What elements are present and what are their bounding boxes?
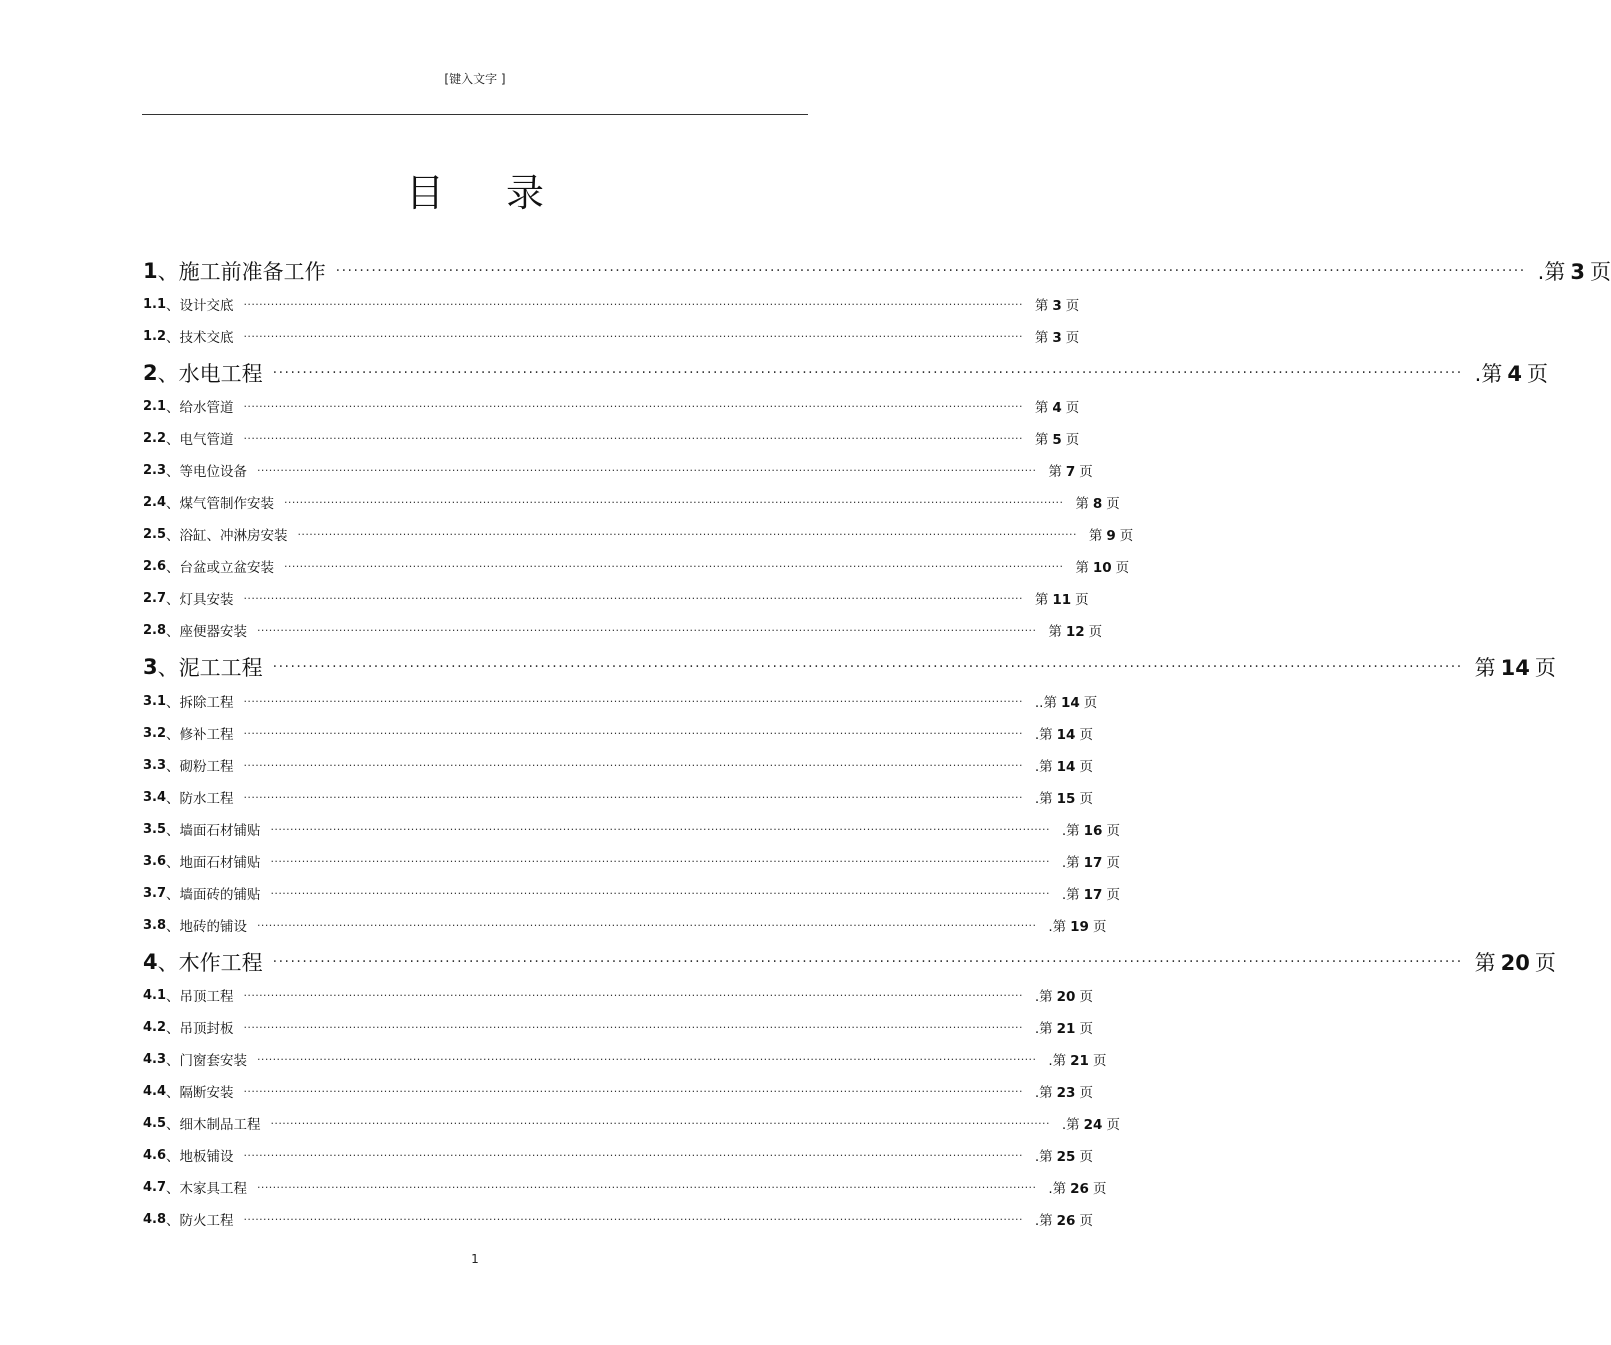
toc-entry-number: 3 — [143, 655, 158, 679]
toc-dot-leader: ········································································································································································································ — [243, 758, 1023, 772]
toc-entry-title: 木作工程 — [178, 951, 263, 975]
toc-dot-leader: ········································································································································································································ — [243, 1020, 1023, 1034]
toc-page-suffix: 页 — [1106, 496, 1120, 512]
toc-page-prefix: .第 — [1034, 759, 1053, 775]
toc-subsection-row[interactable] — [143, 751, 1093, 779]
toc-page-suffix: 页 — [1075, 592, 1089, 608]
toc-entry-number: 4.2 — [143, 1019, 167, 1035]
toc-entry-title: 施工前准备工作 — [178, 260, 326, 284]
toc-entry-number: 3.7 — [143, 885, 167, 901]
toc-page-suffix: 页 — [1079, 989, 1093, 1005]
toc-subsection-row[interactable] — [143, 552, 1130, 580]
toc-entry-title: 技术交底 — [179, 330, 234, 346]
toc-page-prefix: 第 — [1048, 464, 1062, 480]
toc-entry-number: 4.5 — [143, 1115, 167, 1131]
toc-page-reference — [1075, 492, 1119, 512]
toc-page-prefix: 第 — [1034, 298, 1049, 314]
toc-page-suffix: 页 — [1115, 560, 1130, 576]
toc-entry-number: 4.3 — [143, 1051, 167, 1067]
toc-page-reference — [1035, 787, 1093, 807]
toc-entry-title: 煤气管制作安装 — [179, 496, 275, 512]
toc-dot-leader: ········································································································································································································ — [243, 329, 1023, 343]
toc-entry-title: 泥工工程 — [178, 656, 263, 680]
toc-page-number: 14 — [1500, 656, 1530, 680]
toc-entry-number: 4.6 — [143, 1147, 167, 1163]
toc-entry-separator: 、 — [166, 695, 180, 711]
toc-entry-title: 给水管道 — [179, 400, 234, 416]
toc-page-prefix: .第 — [1474, 362, 1503, 386]
toc-entry-number: 4.1 — [143, 987, 167, 1003]
toc-dot-leader: ········································································································································································································ — [284, 495, 1064, 509]
page-header-text: [键入文字 ] — [444, 72, 506, 86]
toc-page-number: 4 — [1052, 400, 1062, 416]
toc-page-reference — [1035, 326, 1079, 346]
toc-page-prefix: .第 — [1034, 1213, 1053, 1229]
toc-dot-leader: ········································································································································································································ — [243, 591, 1023, 605]
toc-page-suffix: 页 — [1092, 1053, 1107, 1069]
toc-entry-number: 3.6 — [143, 853, 167, 869]
toc-entry-number: 2.1 — [143, 398, 167, 414]
toc-section-row[interactable] — [143, 945, 1556, 979]
toc-entry-title: 墙面石材铺贴 — [179, 823, 261, 839]
toc-entry-title: 防水工程 — [179, 791, 234, 807]
toc-entry-title: 修补工程 — [179, 727, 234, 743]
toc-entry-number: 4.4 — [143, 1083, 167, 1099]
toc-subsection-row[interactable] — [143, 1205, 1093, 1233]
toc-page-number: 14 — [1060, 695, 1080, 711]
toc-page-prefix: .第 — [1061, 855, 1080, 871]
toc-entry-separator: 、 — [166, 528, 180, 544]
toc-dot-leader: ········································································································································································································ — [243, 1148, 1023, 1162]
toc-page-prefix: .第 — [1048, 1053, 1067, 1069]
toc-page-prefix: .第 — [1048, 919, 1067, 935]
toc-dot-leader: ········································································································································································································ — [243, 1084, 1023, 1098]
toc-entry-title: 灯具安装 — [179, 592, 234, 608]
toc-subsection-row[interactable] — [143, 687, 1098, 715]
toc-dot-leader: ········································································································································································································ — [243, 988, 1023, 1002]
toc-page-number: 10 — [1092, 560, 1112, 576]
toc-entry-separator: 、 — [166, 330, 180, 346]
toc-page-number: 3 — [1570, 260, 1585, 284]
toc-entry-separator: 、 — [166, 1021, 180, 1037]
toc-dot-leader: ········································································································································································································ — [257, 918, 1037, 932]
toc-page-prefix: 第 — [1075, 560, 1089, 576]
toc-page-reference — [1035, 588, 1089, 608]
toc-entry-separator: 、 — [166, 887, 180, 903]
toc-page-number: 20 — [1500, 951, 1530, 975]
toc-page-suffix: 页 — [1079, 727, 1093, 743]
toc-page-suffix: 页 — [1065, 330, 1080, 346]
toc-page-number: 11 — [1052, 592, 1072, 608]
toc-page-suffix: 页 — [1079, 1021, 1093, 1037]
toc-page-prefix: .第 — [1034, 727, 1053, 743]
toc-entry-separator: 、 — [166, 759, 180, 775]
toc-dot-leader: ········································································································································································································ — [297, 527, 1077, 541]
toc-page-number: 5 — [1052, 432, 1062, 448]
toc-page-reference — [1035, 1209, 1093, 1229]
toc-page-number: 3 — [1052, 330, 1062, 346]
toc-entry-number: 2.7 — [143, 590, 167, 606]
toc-page-suffix: 页 — [1106, 823, 1120, 839]
toc-page-prefix: .第 — [1034, 1021, 1053, 1037]
toc-page-suffix: 页 — [1106, 855, 1120, 871]
toc-entry-separator: 、 — [166, 855, 180, 871]
toc-entry-number: 2.4 — [143, 494, 167, 510]
toc-page-suffix: 页 — [1079, 1085, 1093, 1101]
toc-subsection-row[interactable] — [143, 584, 1089, 612]
toc-entry-separator: 、 — [166, 464, 180, 480]
toc-entry-number: 2.3 — [143, 462, 167, 478]
toc-entry-separator: 、 — [166, 432, 180, 448]
toc-dot-leader: ········································································································································································································ — [257, 1180, 1037, 1194]
toc-page-reference — [1048, 1049, 1106, 1069]
toc-page-suffix: 页 — [1526, 362, 1548, 386]
toc-dot-leader: ········································································································································································································ — [243, 297, 1023, 311]
toc-dot-leader: ········································································································································································································ — [243, 1212, 1023, 1226]
toc-entry-separator: 、 — [157, 260, 179, 284]
toc-entry-number: 3.3 — [143, 757, 167, 773]
toc-page-number: 17 — [1083, 855, 1103, 871]
toc-subsection-row[interactable] — [143, 424, 1080, 452]
toc-page-number: 3 — [1052, 298, 1062, 314]
toc-page-suffix: 页 — [1534, 656, 1556, 680]
toc-page-prefix: 第 — [1088, 528, 1103, 544]
toc-subsection-row[interactable] — [143, 981, 1093, 1009]
toc-page-number: 17 — [1083, 887, 1103, 903]
toc-page-suffix: 页 — [1065, 298, 1080, 314]
toc-page-prefix: 第 — [1034, 592, 1049, 608]
toc-page-number: 20 — [1056, 989, 1076, 1005]
toc-subsection-row[interactable] — [143, 1077, 1093, 1105]
toc-page-number: 23 — [1056, 1085, 1076, 1101]
toc-entry-title: 座便器安装 — [179, 624, 248, 640]
toc-entry-number: 2.6 — [143, 558, 167, 574]
toc-page-prefix: 第 — [1034, 432, 1049, 448]
toc-page-prefix: 第 — [1474, 656, 1496, 680]
toc-dot-leader: ········································································································································································································ — [243, 694, 1023, 708]
toc-entry-title: 水电工程 — [178, 362, 263, 386]
toc-subsection-row[interactable] — [143, 1173, 1107, 1201]
toc-subsection-row[interactable] — [143, 783, 1093, 811]
toc-page-reference — [1062, 1113, 1120, 1133]
toc-page-reference — [1035, 396, 1079, 416]
toc-entry-number: 4.8 — [143, 1211, 167, 1227]
toc-dot-leader: ········································································································································································································ — [270, 1116, 1050, 1130]
toc-section-row[interactable] — [143, 254, 1611, 288]
toc-entry-separator: 、 — [166, 791, 180, 807]
toc-dot-leader: ········································································································································································································ — [270, 822, 1050, 836]
toc-page-reference — [1062, 819, 1120, 839]
toc-entry-title: 地面石材铺贴 — [179, 855, 261, 871]
toc-page-number: 14 — [1056, 727, 1076, 743]
toc-subsection-row[interactable] — [143, 290, 1080, 318]
toc-page-number: 4 — [1507, 362, 1522, 386]
toc-page-prefix: .第 — [1537, 260, 1566, 284]
toc-subsection-row[interactable] — [143, 392, 1080, 420]
toc-page-reference — [1035, 1081, 1093, 1101]
toc-page-prefix: 第 — [1048, 624, 1062, 640]
toc-dot-leader: ········································································································································································································ — [270, 854, 1050, 868]
toc-entry-number: 3.2 — [143, 725, 167, 741]
toc-entry-number: 3.1 — [143, 693, 167, 709]
toc-page-number: 9 — [1106, 528, 1116, 544]
toc-subsection-row[interactable] — [143, 456, 1093, 484]
page-title: 目录 — [405, 171, 606, 215]
toc-page-prefix: 第 — [1075, 496, 1089, 512]
toc-page-suffix: 页 — [1092, 1181, 1107, 1197]
toc-entry-separator: 、 — [166, 496, 180, 512]
toc-page-number: 26 — [1070, 1181, 1089, 1197]
toc-entry-title: 吊顶封板 — [179, 1021, 234, 1037]
toc-subsection-row[interactable] — [143, 719, 1093, 747]
toc-page-suffix: 页 — [1079, 1149, 1093, 1165]
toc-page-number: 12 — [1065, 624, 1085, 640]
toc-page-number: 21 — [1056, 1021, 1076, 1037]
toc-dot-leader: ········································································································································································································ — [257, 463, 1037, 477]
toc-subsection-row[interactable] — [143, 520, 1134, 548]
toc-entry-title: 隔断安装 — [179, 1085, 234, 1101]
toc-entry-number: 3.5 — [143, 821, 167, 837]
toc-entry-title: 砌粉工程 — [179, 759, 234, 775]
toc-subsection-row[interactable] — [143, 911, 1107, 939]
toc-page-number: 14 — [1056, 759, 1076, 775]
toc-page-prefix: ..第 — [1034, 695, 1057, 711]
toc-page-reference — [1475, 652, 1556, 682]
toc-section-row[interactable] — [143, 356, 1548, 390]
toc-entry-title: 设计交底 — [179, 298, 234, 314]
toc-dot-leader: ········································································································································································································ — [284, 559, 1064, 573]
toc-entry-separator: 、 — [157, 951, 179, 975]
toc-dot-leader: ········································································································································································································ — [243, 399, 1023, 413]
toc-entry-title: 门窗套安装 — [179, 1053, 248, 1069]
toc-page-prefix: .第 — [1048, 1181, 1067, 1197]
toc-page-suffix: 页 — [1589, 260, 1611, 284]
toc-section-row[interactable] — [143, 650, 1556, 684]
toc-dot-leader: ········································································································································································································ — [270, 886, 1050, 900]
toc-subsection-row[interactable] — [143, 1045, 1107, 1073]
toc-page-reference — [1035, 985, 1093, 1005]
toc-page-prefix: 第 — [1034, 400, 1049, 416]
toc-page-prefix: 第 — [1034, 330, 1049, 346]
toc-entry-separator: 、 — [166, 1085, 180, 1101]
toc-entry-separator: 、 — [166, 1181, 180, 1197]
toc-entry-number: 1.1 — [143, 296, 167, 312]
toc-page-reference — [1048, 915, 1106, 935]
toc-page-suffix: 页 — [1092, 919, 1107, 935]
toc-page-number: 24 — [1083, 1117, 1103, 1133]
toc-subsection-row[interactable] — [143, 616, 1103, 644]
toc-entry-separator: 、 — [166, 919, 180, 935]
toc-page-suffix: 页 — [1088, 624, 1103, 640]
toc-page-suffix: 页 — [1065, 400, 1080, 416]
toc-page-number: 16 — [1083, 823, 1103, 839]
toc-page-reference — [1062, 851, 1120, 871]
toc-entry-number: 2.2 — [143, 430, 167, 446]
toc-entry-number: 3.4 — [143, 789, 167, 805]
toc-page-reference — [1475, 358, 1548, 388]
toc-entry-number: 3.8 — [143, 917, 167, 933]
toc-subsection-row[interactable] — [143, 488, 1120, 516]
toc-entry-separator: 、 — [166, 400, 180, 416]
toc-entry-title: 浴缸、冲淋房安装 — [179, 528, 288, 544]
toc-dot-leader: ········································································································································································································ — [243, 726, 1023, 740]
toc-page-reference — [1035, 1017, 1093, 1037]
toc-page-reference — [1035, 691, 1097, 711]
toc-entry-separator: 、 — [166, 1149, 180, 1165]
toc-page-reference — [1048, 620, 1102, 640]
toc-page-suffix: 页 — [1079, 791, 1093, 807]
toc-dot-leader: ········································································································································································································ — [335, 263, 1526, 279]
toc-entry-separator: 、 — [166, 298, 180, 314]
toc-subsection-row[interactable] — [143, 322, 1080, 350]
toc-page-number: 21 — [1070, 1053, 1089, 1069]
toc-entry-separator: 、 — [166, 1053, 180, 1069]
toc-entry-separator: 、 — [166, 1213, 180, 1229]
toc-dot-leader: ········································································································································································································ — [272, 659, 1463, 675]
toc-entry-title: 细木制品工程 — [179, 1117, 261, 1133]
toc-page-reference — [1075, 556, 1129, 576]
toc-entry-title: 台盆或立盆安装 — [179, 560, 275, 576]
toc-subsection-row[interactable] — [143, 1141, 1093, 1169]
toc-entry-title: 木家具工程 — [179, 1181, 248, 1197]
footer-page-number: 1 — [471, 1252, 479, 1266]
toc-page-reference — [1035, 1145, 1093, 1165]
toc-page-suffix: 页 — [1079, 1213, 1093, 1229]
toc-page-reference — [1035, 294, 1079, 314]
toc-page-suffix: 页 — [1106, 887, 1120, 903]
toc-page-reference — [1035, 428, 1079, 448]
toc-entry-title: 防火工程 — [179, 1213, 234, 1229]
toc-entry-number: 1 — [143, 259, 158, 283]
toc-entry-title: 地板铺设 — [179, 1149, 234, 1165]
toc-page-suffix: 页 — [1079, 464, 1093, 480]
toc-entry-separator: 、 — [157, 362, 179, 386]
toc-subsection-row[interactable] — [143, 1013, 1093, 1041]
toc-page-reference — [1035, 723, 1093, 743]
toc-page-suffix: 页 — [1119, 528, 1134, 544]
toc-page-suffix: 页 — [1065, 432, 1080, 448]
toc-entry-separator: 、 — [166, 989, 180, 1005]
toc-page-prefix: .第 — [1034, 989, 1053, 1005]
toc-entry-separator: 、 — [166, 823, 180, 839]
toc-entry-separator: 、 — [157, 656, 179, 680]
toc-entry-number: 4 — [143, 950, 158, 974]
toc-page-suffix: 页 — [1079, 759, 1093, 775]
toc-page-reference — [1048, 1177, 1106, 1197]
toc-page-suffix: 页 — [1083, 695, 1098, 711]
toc-entry-number: 1.2 — [143, 328, 167, 344]
toc-page-number: 25 — [1056, 1149, 1076, 1165]
toc-page-prefix: .第 — [1034, 1085, 1053, 1101]
toc-subsection-row[interactable] — [143, 1109, 1120, 1137]
toc-entry-title: 电气管道 — [179, 432, 234, 448]
toc-page-prefix: .第 — [1061, 887, 1080, 903]
toc-dot-leader: ········································································································································································································ — [243, 790, 1023, 804]
toc-entry-number: 2.8 — [143, 622, 167, 638]
toc-page-reference — [1035, 755, 1093, 775]
toc-page-prefix: 第 — [1474, 951, 1496, 975]
toc-subsection-row[interactable] — [143, 879, 1120, 907]
toc-page-prefix: .第 — [1034, 1149, 1053, 1165]
toc-entry-title: 等电位设备 — [179, 464, 248, 480]
toc-page-number: 26 — [1056, 1213, 1076, 1229]
toc-page-number: 7 — [1065, 464, 1076, 480]
toc-page-prefix: .第 — [1061, 823, 1080, 839]
toc-page-number: 15 — [1056, 791, 1076, 807]
toc-page-number: 8 — [1092, 496, 1103, 512]
toc-subsection-row[interactable] — [143, 815, 1120, 843]
toc-dot-leader: ········································································································································································································ — [243, 431, 1023, 445]
toc-page-prefix: .第 — [1061, 1117, 1080, 1133]
toc-page-reference — [1475, 947, 1556, 977]
toc-entry-separator: 、 — [166, 560, 180, 576]
toc-entry-separator: 、 — [166, 624, 180, 640]
toc-page-number: 19 — [1070, 919, 1089, 935]
toc-dot-leader: ········································································································································································································ — [272, 365, 1463, 381]
toc-dot-leader: ········································································································································································································ — [272, 954, 1463, 970]
toc-entry-title: 地砖的铺设 — [179, 919, 248, 935]
toc-entry-separator: 、 — [166, 1117, 180, 1133]
toc-entry-separator: 、 — [166, 727, 180, 743]
toc-dot-leader: ········································································································································································································ — [257, 1052, 1037, 1066]
toc-page-prefix: .第 — [1034, 791, 1053, 807]
toc-page-reference — [1048, 460, 1092, 480]
toc-entry-number: 2.5 — [143, 526, 167, 542]
toc-entry-title: 墙面砖的铺贴 — [179, 887, 261, 903]
toc-page-suffix: 页 — [1106, 1117, 1120, 1133]
toc-entry-number: 4.7 — [143, 1179, 167, 1195]
toc-page-reference — [1538, 256, 1611, 286]
toc-entry-title: 吊顶工程 — [179, 989, 234, 1005]
toc-entry-separator: 、 — [166, 592, 180, 608]
toc-entry-number: 2 — [143, 361, 158, 385]
toc-dot-leader: ········································································································································································································ — [257, 623, 1037, 637]
toc-page-reference — [1062, 883, 1120, 903]
toc-page-suffix: 页 — [1534, 951, 1556, 975]
toc-entry-title: 拆除工程 — [179, 695, 234, 711]
toc-subsection-row[interactable] — [143, 847, 1120, 875]
toc-page-reference — [1089, 524, 1133, 544]
